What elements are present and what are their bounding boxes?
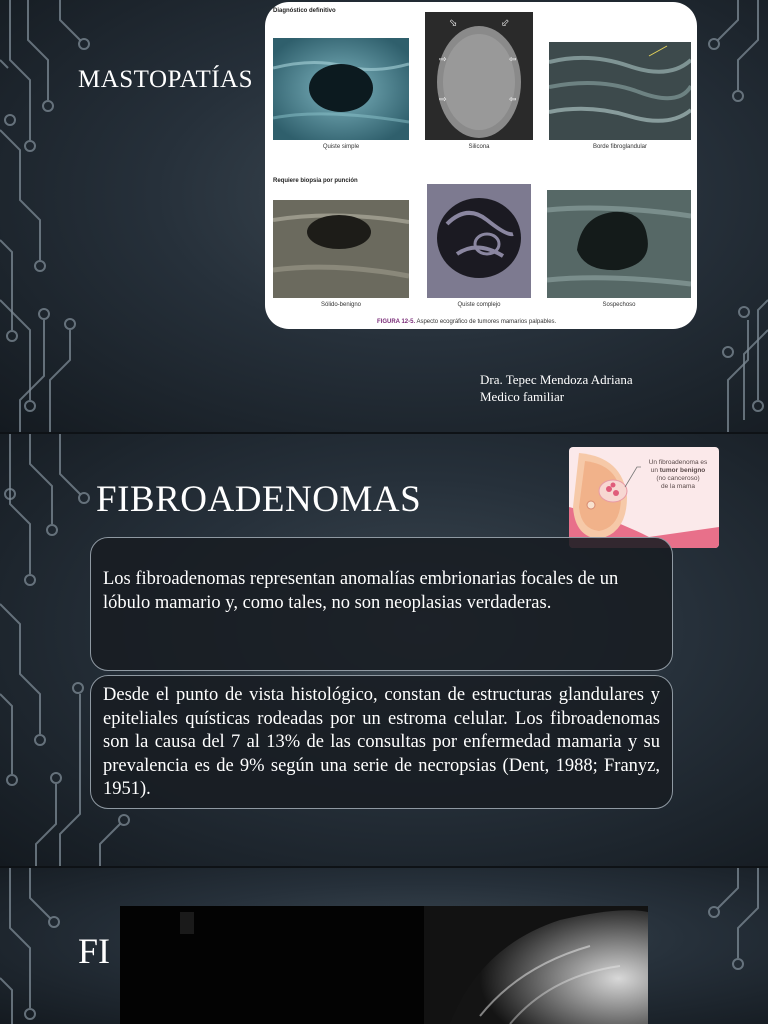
histology-text-box [90, 675, 673, 809]
infographic-line-prefix: un [650, 467, 660, 474]
svg-text:⇦: ⇦ [509, 95, 517, 105]
svg-text:⬃: ⬃ [501, 18, 510, 29]
svg-text:⇨: ⇨ [439, 55, 447, 65]
author-role: Medico familiar [480, 389, 565, 404]
fibroadenoma-infographic [569, 447, 719, 548]
figure-caption [377, 319, 556, 325]
figure-label: Quiste simple [322, 144, 360, 150]
definition-text-box [90, 537, 673, 671]
author-name: Dra. Tepec Mendoza Adriana [480, 372, 633, 387]
svg-text:⇦: ⇦ [509, 55, 517, 65]
paragraph-definition: Los fibroadenomas representan anomalías embrionarias focales de un lóbulo mamario y, como tales, no son neoplasias verdaderas. [103, 569, 619, 613]
author-block [480, 371, 633, 405]
slide-title: MASTOPATÍAS [78, 66, 254, 93]
figure-caption-text: Aspecto ecográfico de tumores mamarios palpables. [416, 319, 557, 325]
ultrasound-image-simple-cyst [273, 38, 409, 140]
infographic-line [641, 467, 715, 475]
ultrasound-image-complex-cyst [427, 184, 531, 298]
figure-label: Borde fibroglandular [592, 144, 648, 150]
ultrasound-image-fibroglandular-border [549, 42, 691, 140]
infographic-line: Un fibroadenoma es [648, 459, 708, 466]
slide-mastopatias [0, 0, 768, 432]
svg-text:⬂: ⬂ [449, 18, 458, 29]
paragraph-histology: Desde el punto de vista histológico, constan de estructuras glandulares y epiteliales quísticas rodeadas por un estroma celular. Los fibroadenomas son la causa del 7 al 13% de las consultas por enfermedad mamaria y su prevalencia es de 9% según una serie de necropsias (Dent, 1988; Franyz, 1951). [103, 685, 660, 799]
infographic-emphasis: tumor benigno [659, 467, 706, 474]
figure-section-heading: Requiere biopsia por punción [273, 178, 358, 184]
figure-caption-number: FIGURA 12-5. [377, 319, 416, 325]
figure-label: Sólido-benigno [320, 302, 362, 308]
ultrasound-figure [265, 2, 697, 329]
figure-label: Sospechoso [602, 302, 636, 308]
slide-title: FI [78, 931, 111, 971]
infographic-line: de la mama [661, 483, 695, 490]
circuit-decoration-left [0, 0, 150, 432]
slide-title: FIBROADENOMAS [96, 479, 422, 520]
infographic-text [641, 459, 715, 491]
figure-section-heading: Diagnóstico definitivo [273, 8, 336, 14]
figure-label: Quiste complejo [457, 302, 501, 308]
svg-text:⇨: ⇨ [439, 95, 447, 105]
infographic-line: (no canceroso) [656, 475, 700, 482]
figure-label: Silicona [468, 144, 490, 150]
ultrasound-image-suspicious [547, 190, 691, 298]
ultrasound-image-silicone [425, 12, 533, 140]
ultrasound-image-solid-benign [273, 200, 409, 298]
mammography-xray-image [120, 906, 648, 1024]
